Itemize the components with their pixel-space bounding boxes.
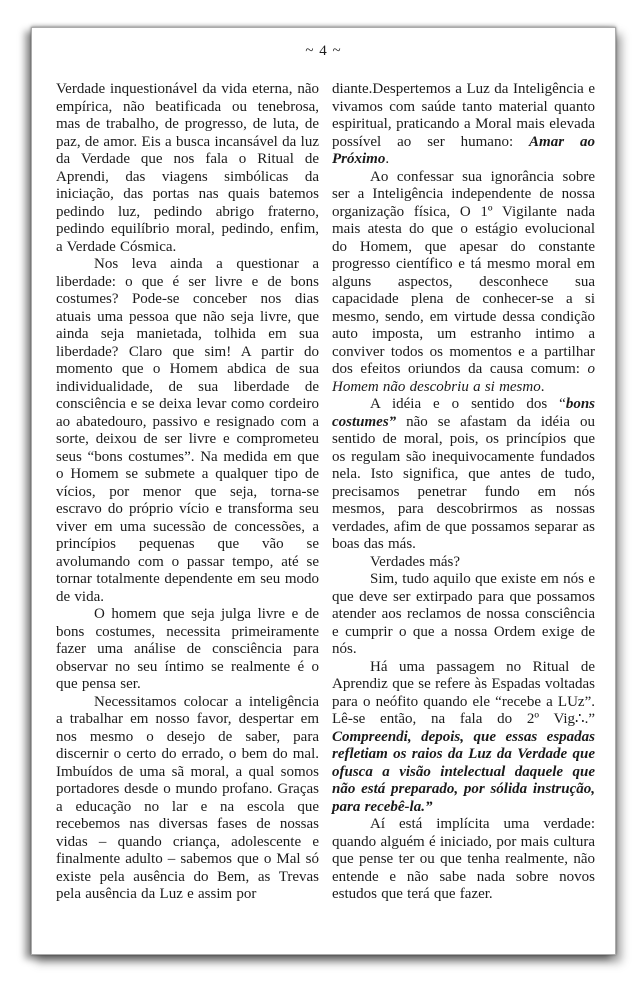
text-run: Aí está implícita uma verdade: quando alguém é iniciado, por mais cultura que pense ter ou que tenha realmente, não entende e não sabe nada sobre novos estudos que terá que fazer. xyxy=(332,816,595,902)
paragraph xyxy=(56,694,319,904)
text-run: Há uma passagem no Ritual de Aprendiz que se refere às Espadas voltadas para o neófito quando ele “recebe a LUz”. Lê-se então, na fala do 2º Vig∴.” xyxy=(332,658,595,727)
paragraph xyxy=(332,396,595,554)
paragraph xyxy=(56,81,319,256)
paragraph xyxy=(56,256,319,606)
text-run: diante.Despertemos a Luz da Inteligência e vivamos com saúde tanto material quanto espiritual, praticando a Moral mais elevada possível ao ser humano: xyxy=(332,81,595,150)
paragraph xyxy=(332,554,595,572)
paragraph xyxy=(332,659,595,817)
text-run: Nos leva ainda a questionar a liberdade: o que é ser livre e de bons costumes? Pode-se conceber nos dias atuais uma pessoa que não seja livre, que ainda seja manietada, tolhida em sua liberdade? Claro que sim! A partir do momento que o Homem abdica de sua individualidade, de sua liberdade de consciência e se deixa levar como cordeiro ao abatedouro, passivo e resignado com a sorte, deixou de ser livre e comprometeu seus “bons costumes”. Na medida em que o Homem se submete a qualquer tipo de vícios, por menor que seja, torna-se escravo do próprio vício e transforma seu viver em uma sucessão de concessões, a princípios pequenas que vão se avolumando com o passar tempo, até se tornar totalmente dependente em seu modo de vida. xyxy=(56,256,319,605)
text-run: Verdade inquestionável da vida eterna, não empírica, não beatificada ou tenebrosa, mas de trabalho, de progresso, de luta, de paz, de amor. Eis a busca incansável da luz da Verdade que nos fala o Ritual de Aprendi, das viagens simbólicas da iniciação, das portas nas quais batemos pedindo luz, pedindo abrigo fraterno, pedindo equilíbrio moral, pedindo, enfim, a Verdade Cósmica. xyxy=(56,81,319,255)
text-run: Sim, tudo aquilo que existe em nós e que deve ser extirpado para que possamos atender aos reclamos de nossa consciência e cumprir o que a nossa Ordem exige de nós. xyxy=(332,571,595,657)
text-run: . xyxy=(385,151,390,167)
paragraph xyxy=(332,571,595,659)
text-run: Amar ao Próximo xyxy=(332,133,595,167)
text-run: bons costumes” xyxy=(332,396,595,430)
paragraph xyxy=(332,81,595,169)
document-page xyxy=(31,27,616,955)
text-run: A idéia e o sentido dos “ xyxy=(370,396,566,412)
text-run: Necessitamos colocar a inteligência a trabalhar em nosso favor, despertar em nos mesmo o desejo de saber, para discernir o certo do errado, o bem do mal. Imbuídos de uma sã moral, a qual somos portadores desde o mundo profano. Graças a educação no lar e na escola que recebemos nas diversas fases de nossas vidas – quando criança, adolescente e finalmente adulto – sabemos que o Mal só existe pela ausência do Bem, as Trevas pela ausência da Luz e assim por xyxy=(56,693,319,902)
text-run: O homem que seja julga livre e de bons costumes, necessita primeiramente fazer uma análise de consciência para observar no seu íntimo se realmente é o que pensa ser. xyxy=(56,606,319,692)
right-column xyxy=(332,81,595,904)
text-run: . xyxy=(540,378,545,395)
paragraph xyxy=(332,169,595,397)
text-run: o Homem não descobriu a si mesmo xyxy=(332,361,595,395)
text-columns xyxy=(32,81,615,904)
text-run: Ao confessar sua ignorância sobre ser a Inteligência independente de nossa organização física, O 1º Vigilante nada mais atesta do que o estágio evolucional do Homem, que apesar do constante progresso científico e tá mesmo moral em alguns aspectos, desconhece sua capacidade plena de conhecer-se a si mesmo, sendo, em virtude dessa condição auto imposta, um estranho intimo a conviver todos os momentos e a partilhar dos efeitos oriundos da causa comum: xyxy=(332,168,595,377)
text-run: Compreendi, depois, que essas espadas refletiam os raios da Luz da Verdade que ofusca a visão intelectual daquele que não está preparado, por sólida instrução, para recebê-la.” xyxy=(332,728,595,815)
paragraph xyxy=(56,606,319,694)
page-number: ~ 4 ~ xyxy=(305,43,342,59)
left-column xyxy=(56,81,319,904)
text-run: Verdades más? xyxy=(370,553,461,570)
paragraph xyxy=(332,816,595,904)
text-run: não se afastam da idéia ou sentido de moral, pois, os princípios que os regulam são inequivocamente fundados nela. Isto significa, que antes de tudo, precisamos penetrar fundo em nós mesmos, para descobrirmos as nossas verdades, afim de que possamos separar as boas das más. xyxy=(332,413,595,552)
